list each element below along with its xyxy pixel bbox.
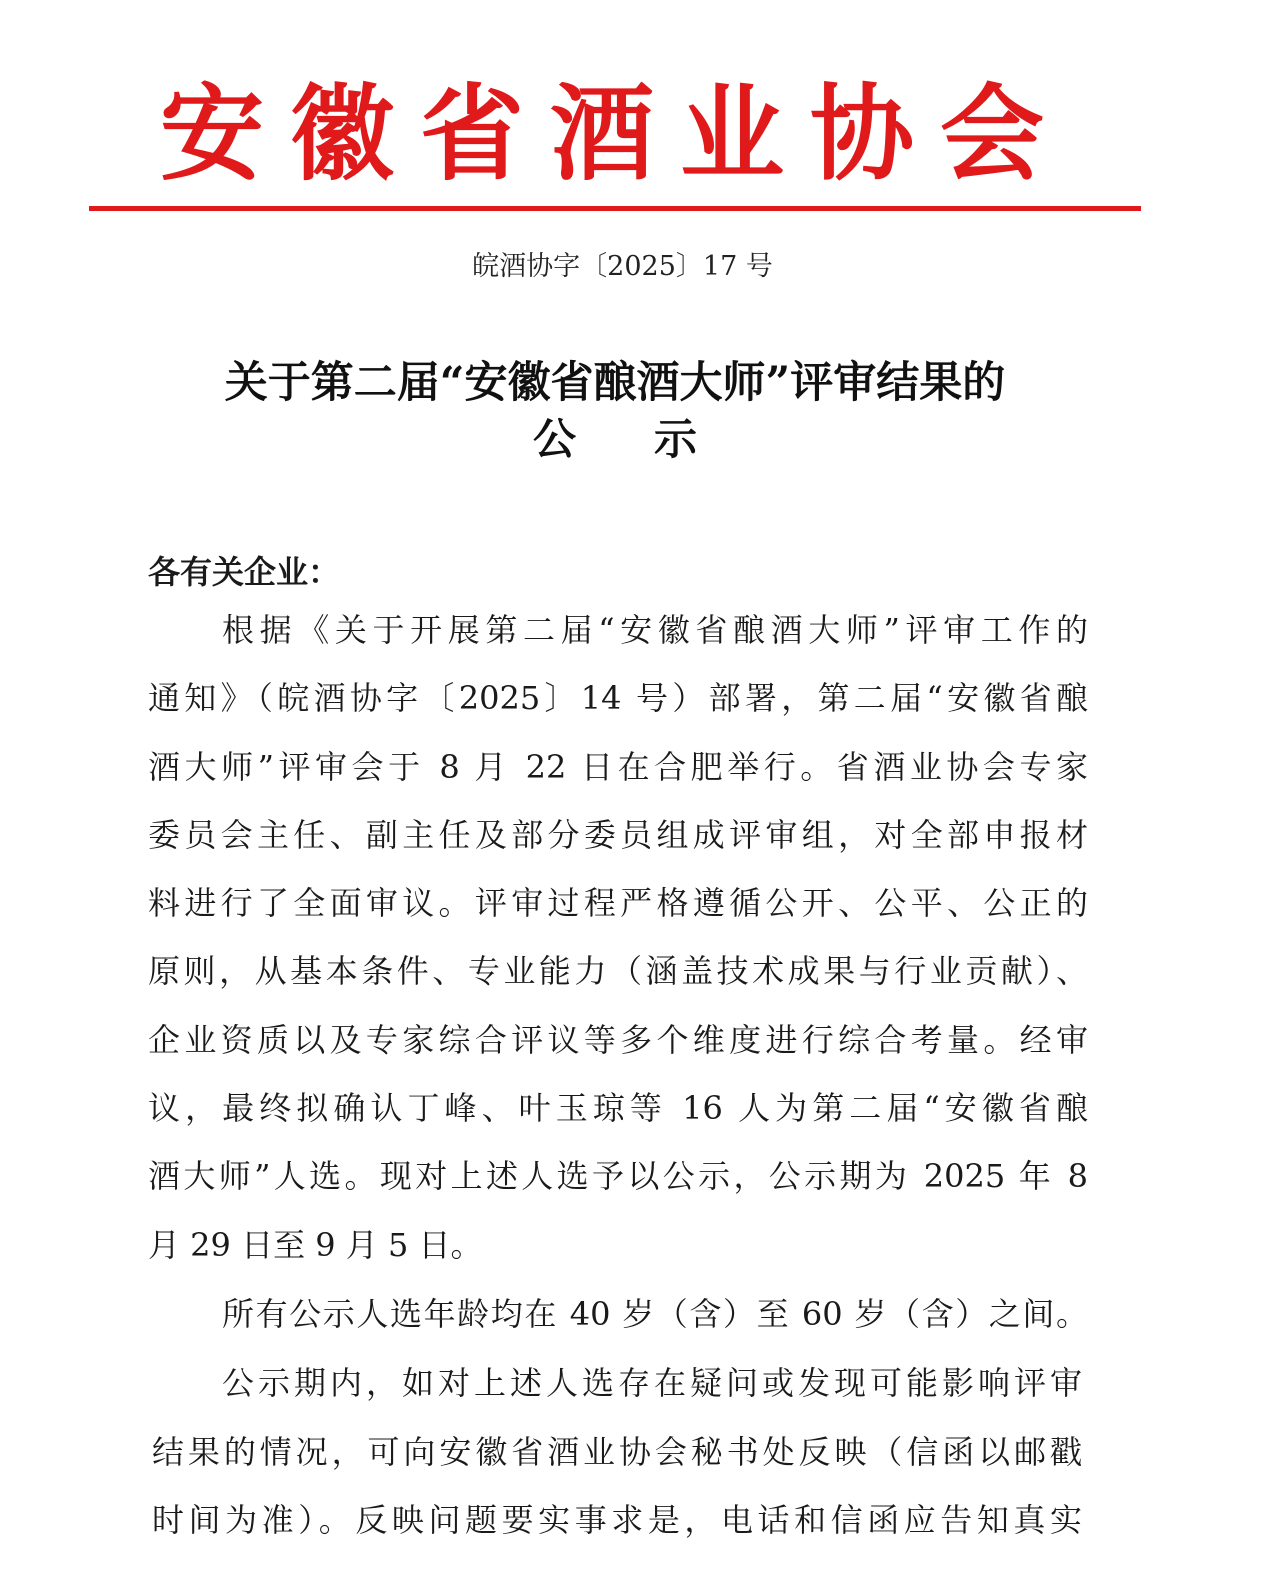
body-line: 酒大师”人选。现对上述人选予以公示，公示期为 2025 年 8 [148,1157,1088,1195]
body-line: 议，最终拟确认丁峰、叶玉琼等 16 人为第二届“安徽省酿 [148,1089,1088,1127]
body-line: 时间为准）。反映问题要实事求是，电话和信函应告知真实 [152,1501,1082,1539]
document-title-line-2: 公示 [533,415,775,465]
body-line: 酒大师”评审会于 8 月 22 日在合肥举行。省酒业协会专家 [148,748,1088,786]
body-line: 根据《关于开展第二届“安徽省酿酒大师”评审工作的 [222,611,1088,649]
document-number: 皖酒协字〔2025〕17 号 [472,251,773,282]
salutation: 各有关企业： [148,553,341,591]
body-line: 公示期内，如对上述人选存在疑问或发现可能影响评审 [222,1364,1082,1402]
body-line: 原则，从基本条件、专业能力（涵盖技术成果与行业贡献）、 [148,952,1088,990]
body-line: 通知》（皖酒协字〔2025〕14 号）部署，第二届“安徽省酿 [148,679,1088,717]
red-divider-line [89,206,1141,211]
body-line: 委员会主任、副主任及部分委员组成评审组，对全部申报材 [148,816,1088,854]
body-line: 结果的情况，可向安徽省酒业协会秘书处反映（信函以邮戳 [152,1433,1082,1471]
body-line: 所有公示人选年龄均在 40 岁（含）至 60 岁（含）之间。 [222,1295,1088,1333]
document-title-line-1: 关于第二届“安徽省酿酒大师”评审结果的 [224,358,1006,408]
body-line: 料进行了全面审议。评审过程严格遵循公开、公平、公正的 [148,884,1088,922]
org-name-header: 安徽省酒业协会 [159,72,1070,195]
body-line: 月 29 日至 9 月 5 日。 [148,1226,483,1264]
body-line: 企业资质以及专家综合评议等多个维度进行综合考量。经审 [148,1021,1088,1059]
